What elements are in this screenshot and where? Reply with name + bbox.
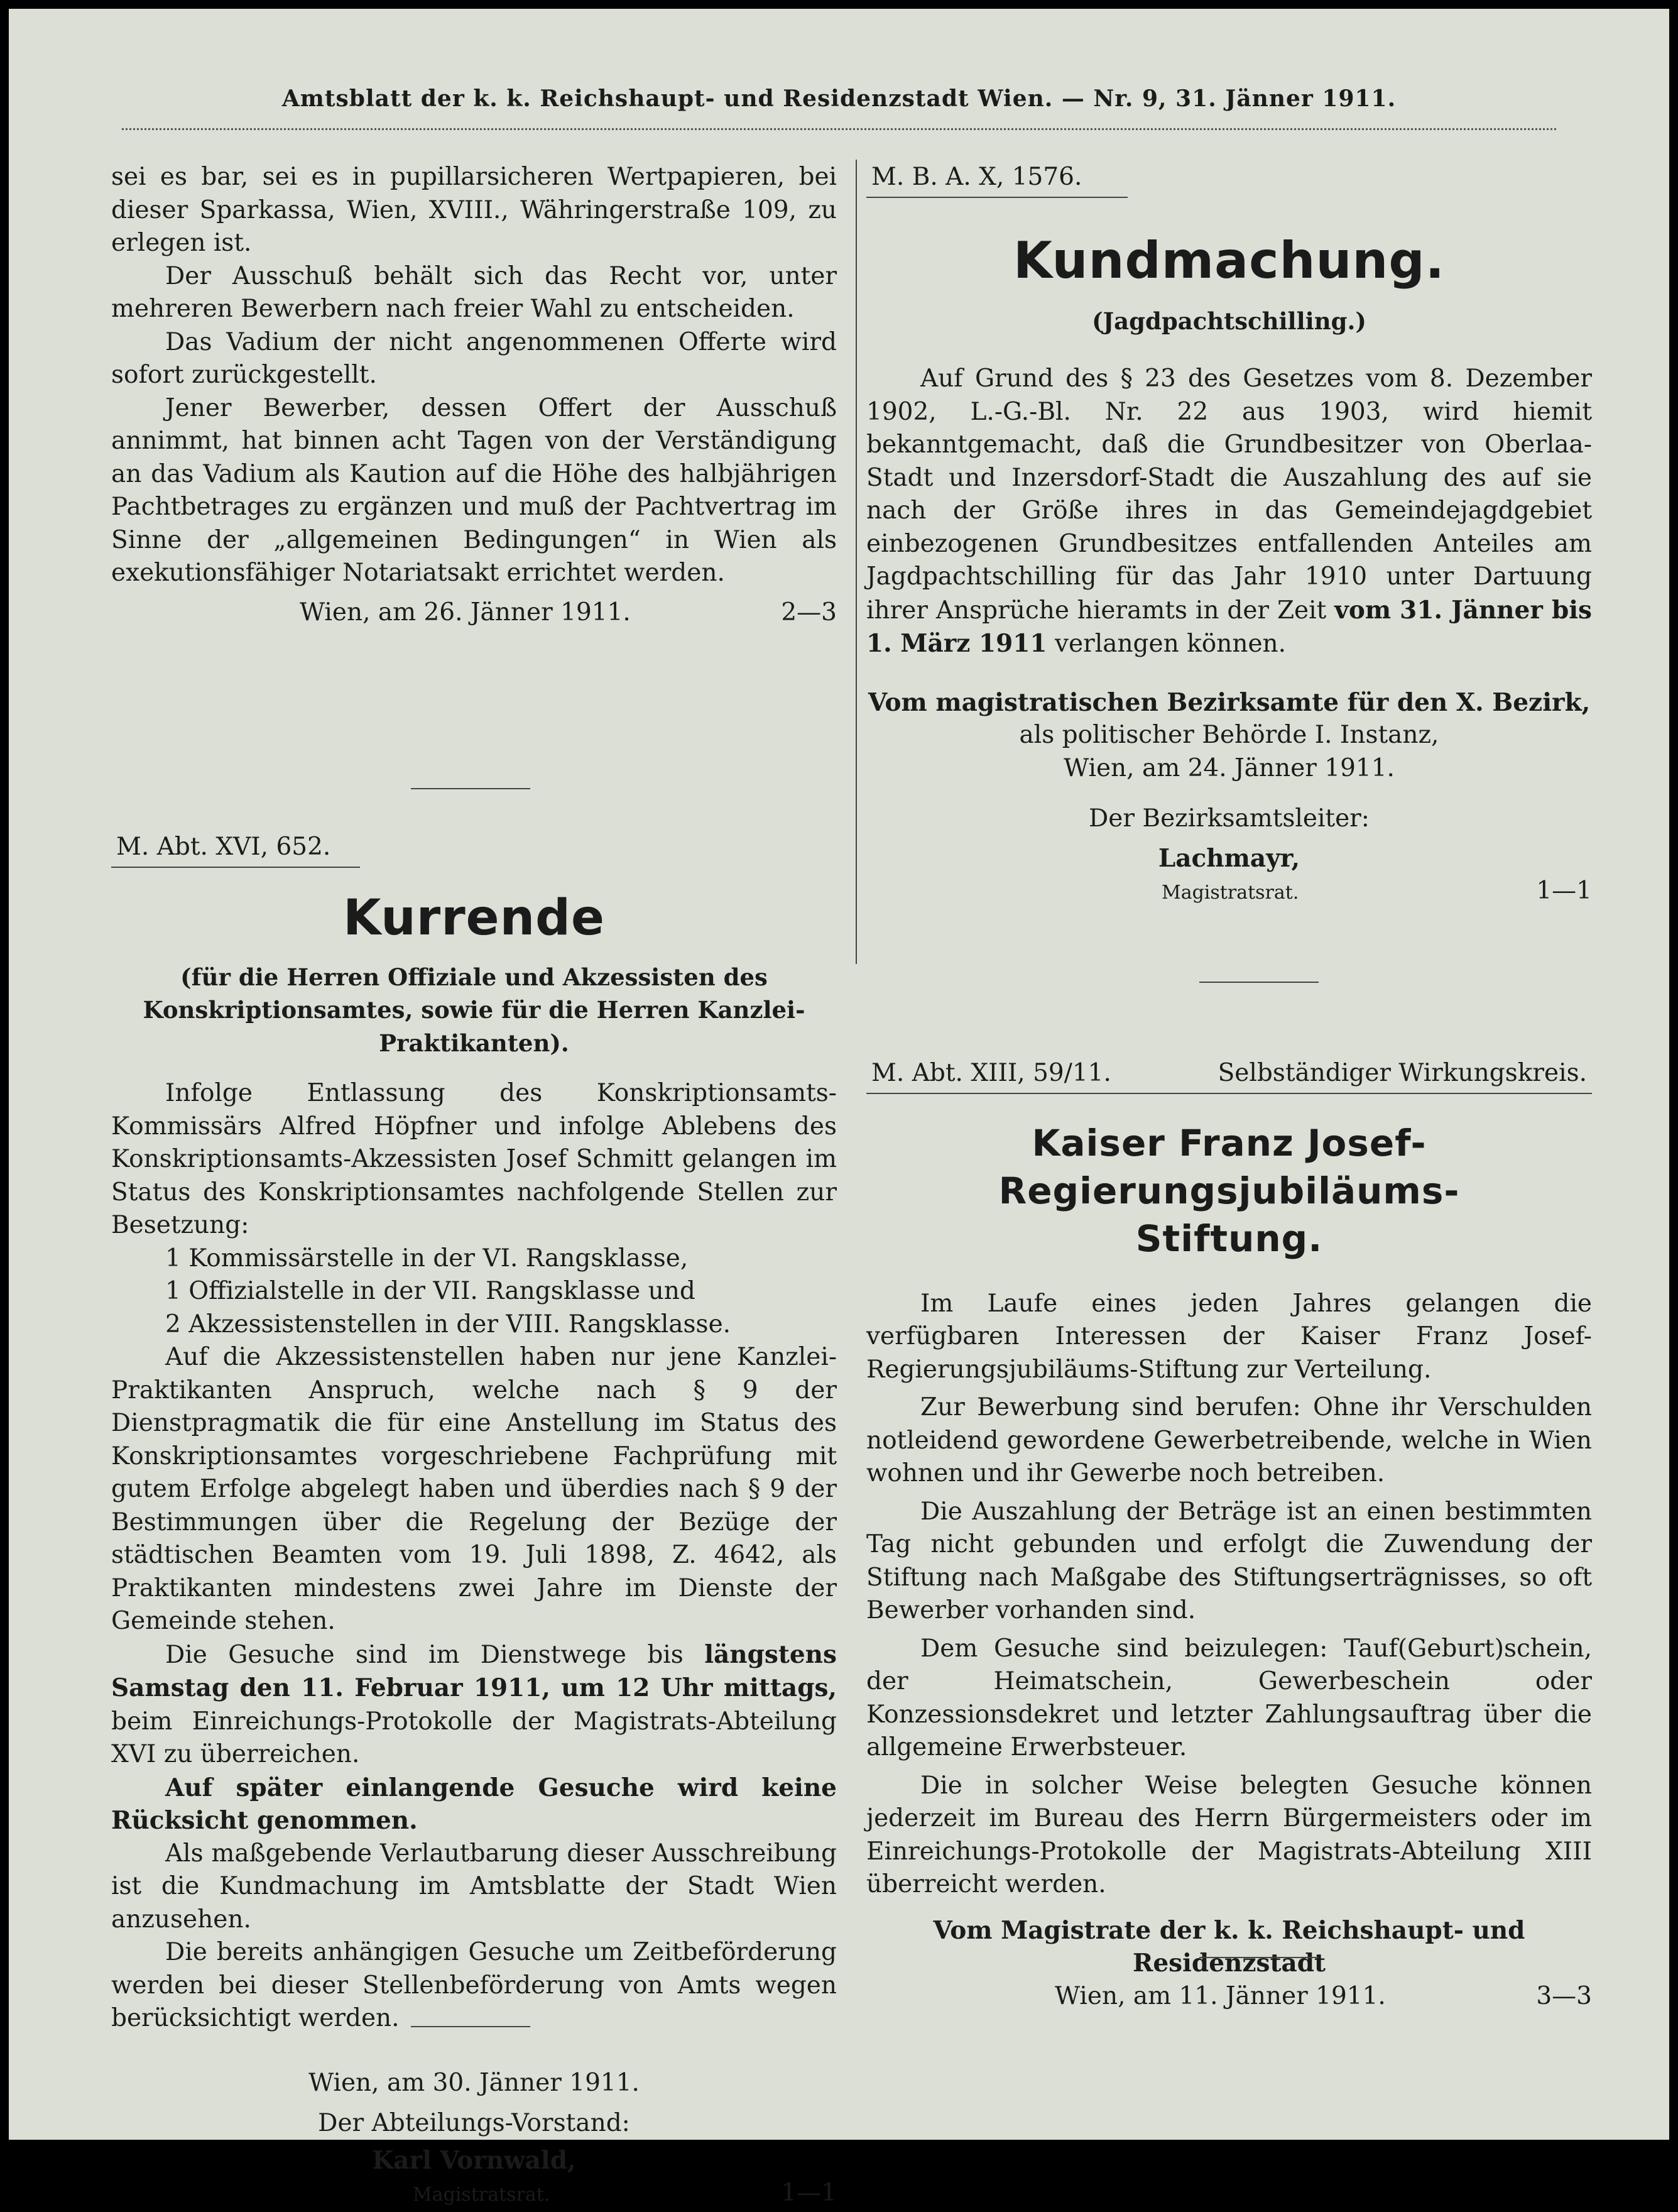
kundmachung-period: vom 31. Jänner bis 1. März 1911 [866,595,1592,658]
kundmachung-signer-footer [866,875,1592,910]
kurrende-signer-role: Der Abteilungs-Vorstand: [318,2109,630,2137]
continuation-paragraph: sei es bar, sei es in pupillarsicheren Wertpapieren, bei dieser Sparkassa, Wien, XVIII., Währingerstraße 109, zu erlegen ist. [111,163,837,257]
kurrende-list-item: 2 Akzessistenstellen in der VIII. Rangsklasse. [165,1310,731,1339]
kurrende-paragraph: Auf die Akzessistenstellen haben nur jene Kanzlei-Praktikanten Anspruch, welche nach § 9 der Dienstpragmatik die für eine Anstellung im Status des Konskriptionsamtes vorgeschriebene Fachprüfung mit gutem Erfolge abgelegt haben und überdies nach § 9 der Bestimmungen über die Regelung der Bezüge der städtischen Beamten vom 19. Juli 1898, Z. 4642, als Praktikanten mindestens zwei Jahre im Dienste der Gemeinde stehen. [111,1343,837,1635]
stiftung-paragraph: Die Auszahlung der Beträge ist an einen bestimmten Tag nicht gebunden und erfolgt die Zuwendung der Stiftung nach Maßgabe des Stiftungserträgnisses, so oft Bewerber vorhanden sind. [866,1497,1592,1624]
stiftung-scope: Selbständiger Wirkungskreis. [1218,1059,1587,1087]
kurrende-signer-footer [111,2177,837,2212]
continuation-paragraph: Das Vadium der nicht angenommenen Offerte wird sofort zurückgestellt. [111,327,837,389]
continuation-number: 2—3 [781,598,837,627]
kurrende-paragraph: Infolge Entlassung des Konskriptionsamts-Kommissärs Alfred Höpfner und infolge Ablebens des Konskriptionsamts-Akzessisten Josef Schmitt gelangen im Status des Konskriptionsamtes nachfolgende Stellen zur Besetzung: [111,1079,837,1239]
stiftung-paragraph: Zur Bewerbung sind berufen: Ohne ihr Verschulden notleidend gewordene Gewerbetreibende, welche in Wien wohnen und ihr Gewerbe noch betreiben. [866,1393,1592,1487]
newspaper-page [9,9,1669,2207]
kundmachung-signer-role: Der Bezirksamtsleiter: [1089,804,1370,833]
kundmachung-signer-title: Magistratsrat. [1162,882,1299,904]
left-continuation [111,161,837,629]
stiftung-signature [866,1980,1592,2013]
kurrende-signer-name: Karl Vornwald, [372,2145,576,2175]
kurrende-paragraph: Als maßgebende Verlautbarung dieser Ausschreibung ist die Kundmachung im Amtsblatte der Stadt Wien anzusehen. [111,1839,837,1934]
stiftung-paragraph: Die in solcher Weise belegten Gesuche können jederzeit im Bureau des Herrn Bürgermeisters oder im Einreichungs-Protokolle der Magistrats-Abteilung XIII überreicht werden. [866,1771,1592,1898]
kundmachung-notice [866,161,1592,910]
section-rule [411,788,530,789]
stiftung-authority: Vom Magistrate der k. k. Reichshaupt- und Residenzstadt [933,1915,1525,1978]
kundmachung-number: 1—1 [1536,877,1592,905]
section-rule [411,2026,530,2027]
stiftung-paragraph: Dem Gesuche sind beizulegen: Tauf(Geburt)schein, der Heimatschein, Gewerbeschein oder Konzessionsdekret und letzter Zahlungsauftrag über die allgemeine Erwerbsteuer. [866,1634,1592,1761]
kundmachung-title: Kundmachung. [1013,231,1446,290]
column-divider [856,160,857,964]
stiftung-notice [866,1057,1592,2013]
stiftung-paragraph: Im Laufe eines jeden Jahres gelangen die verfügbaren Interessen der Kaiser Franz Josef-Regierungsjubiläums-Stiftung zur Verteilung. [866,1289,1592,1384]
stiftung-date: Wien, am 11. Jänner 1911. [1055,1981,1386,2010]
kurrende-number: 1—1 [781,2179,837,2207]
stiftung-reference: M. Abt. XIII, 59/11. [871,1059,1111,1087]
kundmachung-date: Wien, am 24. Jänner 1911. [1064,753,1395,782]
kundmachung-paragraph: Auf Grund des § 23 des Gesetzes vom 8. Dezember 1902, L.-G.-Bl. Nr. 22 aus 1903, wird hiemit bekanntgemacht, daß die Grundbesitzer von Oberlaa-Stadt und Inzersdorf-Stadt die Auszahlung des auf sie nach der Größe ihres in das Gemeindejagdgebiet einbezogenen Grundbesitzes entfallenden Anteiles am Jagdpachtschilling für das Jahr 1910 unter Dartuung ihrer Ansprüche hieramts in der Zeit vom 31. Jänner bis 1. März 1911 verlangen können. [866,364,1592,658]
stiftung-reference-row [866,1057,1592,1094]
page-header: Amtsblatt der k. k. Reichshaupt- und Residenzstadt Wien. — Nr. 9, 31. Jänner 1911. [281,85,1397,112]
section-rule [1199,1957,1319,1958]
kurrende-date: Wien, am 30. Jänner 1911. [308,2068,640,2097]
continuation-signature [111,596,837,630]
kundmachung-reference: M. B. A. X, 1576. [866,161,1128,198]
continuation-paragraph: Der Ausschuß behält sich das Recht vor, unter mehreren Bewerbern nach freier Wahl zu entscheiden. [111,261,837,323]
kurrende-paragraph: Die bereits anhängigen Gesuche um Zeitbeförderung werden bei dieser Stellenbeförderung von Amts wegen berücksichtigt werden. [111,1938,837,2032]
kurrende-subtitle: (für die Herren Offiziale und Akzessisten des Konskriptionsamtes, sowie für die Herren Kanzlei-Praktikanten). [143,963,805,1057]
kurrende-reference: M. Abt. XVI, 652. [111,831,360,868]
kundmachung-subtitle: (Jagdpachtschilling.) [1092,307,1366,335]
kurrende-signer-title: Magistratsrat. [413,2184,550,2206]
kurrende-title: Kurrende [343,889,605,946]
header-divider [122,128,1556,130]
kundmachung-authority-line2: als politischer Behörde I. Instanz, [1019,721,1439,749]
kurrende-notice [111,831,837,2212]
kurrende-deadline: längstens Samstag den 11. Februar 1911, um 12 Uhr mittags, [111,1640,837,1702]
kundmachung-authority: Vom magistratischen Bezirksamte für den X. Bezirk, [868,687,1591,717]
stiftung-number: 3—3 [1536,1981,1592,2010]
kurrende-list-item: 1 Offizialstelle in der VII. Rangsklasse und [165,1277,695,1305]
section-rule [1199,982,1319,983]
stiftung-title: Kaiser Franz Josef-Regierungsjubiläums- Stiftung. [998,1121,1460,1260]
kurrende-list-item: 1 Kommissärstelle in der VI. Rangsklasse, [165,1244,689,1273]
continuation-paragraph: Jener Bewerber, dessen Offert der Ausschuß annimmt, hat binnen acht Tagen von der Verständigung an das Vadium als Kaution auf die Höhe des halbjährigen Pachtbetrages zu ergänzen und muß der Pachtvertrag im Sinne der „allgemeinen Bedingungen“ in Wien als exekutionsfähiger Notariatsakt errichtet werden. [111,393,837,587]
kurrende-deadline-paragraph: Die Gesuche sind im Dienstwege bis längstens Samstag den 11. Februar 1911, um 12 Uhr mittags, beim Einreichungs-Protokolle der Magistrats-Abteilung XVI zu überreichen. [111,1640,837,1768]
continuation-date: Wien, am 26. Jänner 1911. [300,598,631,627]
kurrende-paragraph: Auf später einlangende Gesuche wird keine Rücksicht genommen. [111,1773,837,1835]
kundmachung-signer-name: Lachmayr, [1158,843,1300,873]
